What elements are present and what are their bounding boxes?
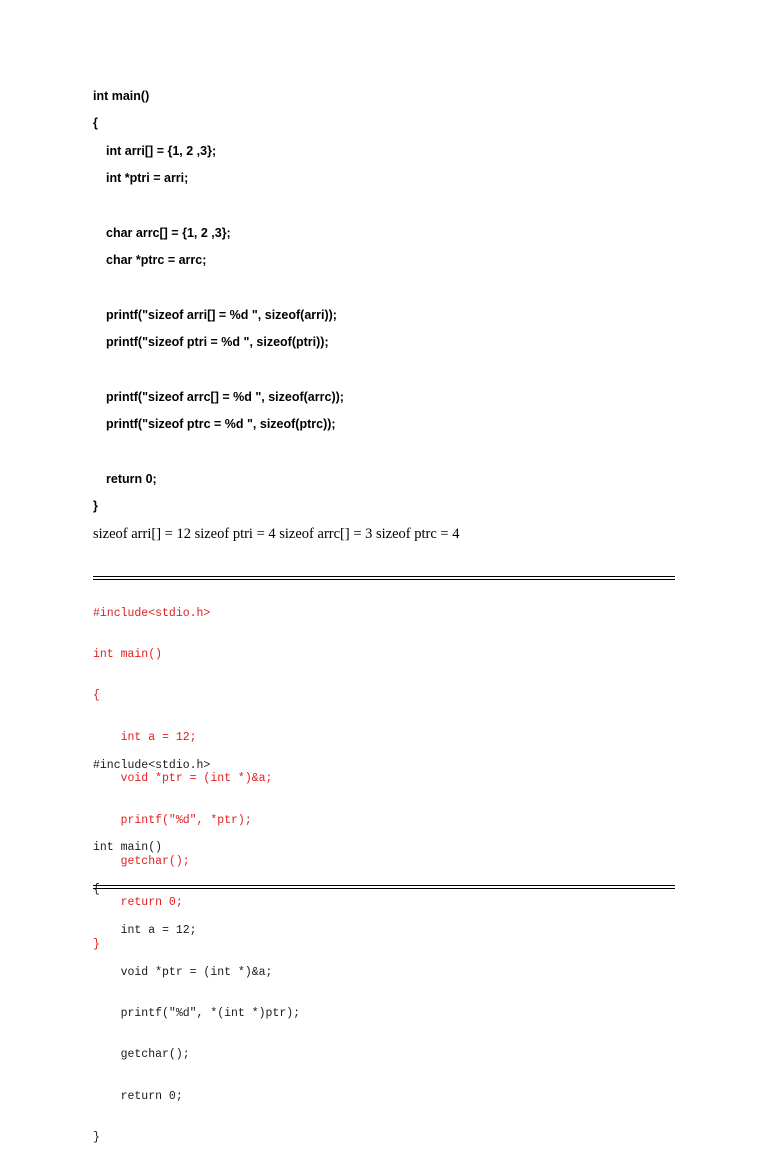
code-line-main: int main(): [93, 89, 150, 103]
black-code-line: getchar();: [93, 1048, 190, 1062]
code-line-printf-ptri: printf("sizeof ptri = %d ", sizeof(ptri));: [106, 335, 329, 349]
code-line-close-brace: }: [93, 499, 98, 513]
black-code-line: printf("%d", *(int *)ptr);: [93, 1006, 301, 1020]
red-code-line: int a = 12;: [93, 730, 197, 744]
black-code-line: int a = 12;: [93, 924, 197, 938]
top-rule-upper: [93, 576, 675, 577]
black-code-line: #include<stdio.h>: [93, 758, 211, 772]
bottom-rule-lower: [93, 888, 675, 889]
program-output: sizeof arri[] = 12 sizeof ptri = 4 sizeof arrc[] = 3 sizeof ptrc = 4: [93, 526, 460, 542]
black-code-line: void *ptr = (int *)&a;: [93, 965, 273, 979]
red-code-line: }: [93, 937, 100, 951]
red-code-line: {: [93, 689, 100, 703]
black-code-line: {: [93, 882, 100, 896]
code-line-open-brace: {: [93, 116, 98, 130]
black-code-block: [93, 731, 300, 1173]
code-line-printf-arri: printf("sizeof arri[] = %d ", sizeof(arri));: [106, 308, 337, 322]
code-line-int-pointer: int *ptri = arri;: [106, 171, 189, 185]
bottom-rule-upper: [93, 885, 675, 886]
code-line-char-pointer: char *ptrc = arrc;: [106, 253, 207, 267]
black-code-line: }: [93, 1131, 100, 1145]
code-line-char-array: char arrc[] = {1, 2 ,3};: [106, 226, 231, 240]
red-code-line: int main(): [93, 647, 163, 661]
code-line-return: return 0;: [106, 472, 157, 486]
red-code-line: #include<stdio.h>: [93, 606, 211, 620]
red-code-line: printf("%d", *ptr);: [93, 813, 252, 827]
code-line-printf-ptrc: printf("sizeof ptrc = %d ", sizeof(ptrc));: [106, 417, 336, 431]
code-line-printf-arrc: printf("sizeof arrc[] = %d ", sizeof(arrc));: [106, 390, 344, 404]
black-code-line: int main(): [93, 841, 163, 855]
black-code-line: [93, 800, 300, 814]
red-code-line: void *ptr = (int *)&a;: [93, 772, 273, 786]
black-code-line: return 0;: [93, 1089, 183, 1103]
code-line-int-array: int arri[] = {1, 2 ,3};: [106, 144, 217, 158]
red-code-line: return 0;: [93, 896, 183, 910]
red-code-line: getchar();: [93, 854, 190, 868]
